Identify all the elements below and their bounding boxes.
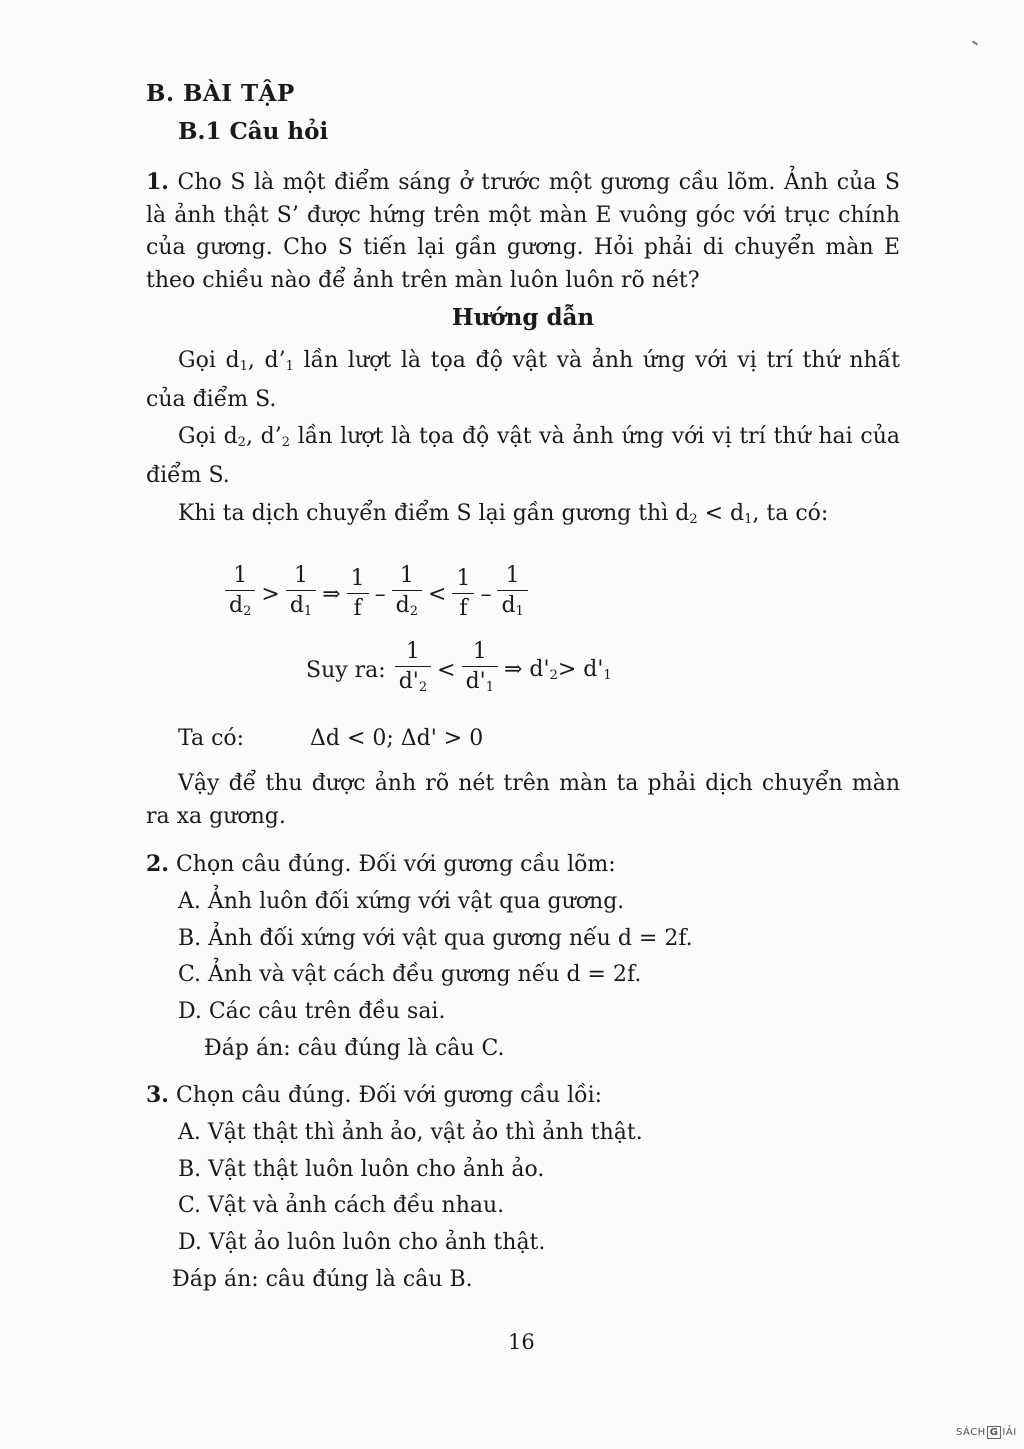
subsection-title: B.1 Câu hỏi xyxy=(178,118,329,145)
question-2: 2. Chọn câu đúng. Đối với gương cầu lõm: xyxy=(146,851,616,877)
fraction-1-over-d2-prime: $\frac{1}{d'_2}$ xyxy=(395,640,431,700)
fraction-1-over-d2: $\frac{1}{d_2}$ xyxy=(225,564,255,624)
fraction-1-over-f: $\frac{1}{f}$ xyxy=(347,567,369,621)
inequality-formula: $\frac{1}{d_2}$ > $\frac{1}{d_1}$ ⇒ $\frac{1}{f}$ – $\frac{1}{d_2}$ < $\frac{1}{f}$ – $\frac{1}{d_1}$ xyxy=(222,564,531,624)
q2-option-c: C. Ảnh và vật cách đều gương nếu d = 2f. xyxy=(178,962,642,987)
guide-paragraph-1: Gọi $d_1$, $d’_1$ lần lượt là tọa độ vật và ảnh ứng với vị trí thứ nhất của điểm S. xyxy=(146,348,901,412)
ta-co-label: Ta có: xyxy=(178,726,245,751)
q2-option-b: B. Ảnh đối xứng với vật qua gương nếu d = 2f. xyxy=(178,926,693,951)
question-1-text: Cho S là một điểm sáng ở trước một gương cầu lõm. Ảnh của S là ảnh thật S’ được hứng trên một màn E vuông góc với trục chính của gương. Cho S tiến lại gần gương. Hỏi phải di chuyển màn E theo chiều nào để ảnh trên màn luôn luôn rõ nét? xyxy=(146,170,900,293)
fraction-1-over-f: $\frac{1}{f}$ xyxy=(452,567,474,621)
suy-ra-label: Suy ra: xyxy=(306,657,386,683)
scan-mark xyxy=(972,40,978,45)
q2-option-a: A. Ảnh luôn đối xứng với vật qua gương. xyxy=(178,889,625,914)
suy-ra-formula: Suy ra: $\frac{1}{d'_2}$ < $\frac{1}{d'_1}$ ⇒ $d'_2> d'_1$ xyxy=(306,640,615,700)
q3-option-d: D. Vật ảo luôn luôn cho ảnh thật. xyxy=(178,1230,546,1255)
section-title: B. BÀI TẬP xyxy=(146,80,295,107)
sachgiai-logo: SÁCH G IẢI xyxy=(956,1427,1017,1438)
question-1-number: 1. xyxy=(146,169,169,195)
q2-answer: Đáp án: câu đúng là câu C. xyxy=(204,1036,505,1061)
fraction-1-over-d1: $\frac{1}{d_1}$ xyxy=(497,564,527,624)
guide-title: Hướng dẫn xyxy=(451,304,595,331)
fraction-1-over-d1: $\frac{1}{d_1}$ xyxy=(286,564,316,624)
conclusion: Vậy để thu được ảnh rõ nét trên màn ta phải dịch chuyển màn ra xa gương. xyxy=(146,771,900,829)
fraction-1-over-d2: $\frac{1}{d_2}$ xyxy=(392,564,422,624)
guide-paragraph-2: Gọi $d_2$, $d’_2$ lần lượt là tọa độ vật và ảnh ứng với vị trí thứ hai của điểm S. xyxy=(146,424,901,488)
guide-paragraph-3: Khi ta dịch chuyển điểm S lại gần gương thì $d_2 < d_1$, ta có: xyxy=(178,501,829,527)
q3-answer: Đáp án: câu đúng là câu B. xyxy=(172,1267,473,1292)
delta-expression: Δd < 0; Δd' > 0 xyxy=(310,726,484,751)
page-number: 16 xyxy=(508,1330,535,1354)
fraction-1-over-d1-prime: $\frac{1}{d'_1}$ xyxy=(462,640,498,700)
q2-option-d: D. Các câu trên đều sai. xyxy=(178,999,446,1024)
q3-option-b: B. Vật thật luôn luôn cho ảnh ảo. xyxy=(178,1157,545,1182)
question-1 xyxy=(146,166,900,297)
suy-ra-result: ⇒ $d'_2> d'_1$ xyxy=(504,657,612,683)
question-3: 3. Chọn câu đúng. Đối với gương cầu lồi: xyxy=(146,1082,603,1108)
q3-option-a: A. Vật thật thì ảnh ảo, vật ảo thì ảnh thật. xyxy=(178,1120,643,1145)
q3-option-c: C. Vật và ảnh cách đều nhau. xyxy=(178,1193,505,1218)
